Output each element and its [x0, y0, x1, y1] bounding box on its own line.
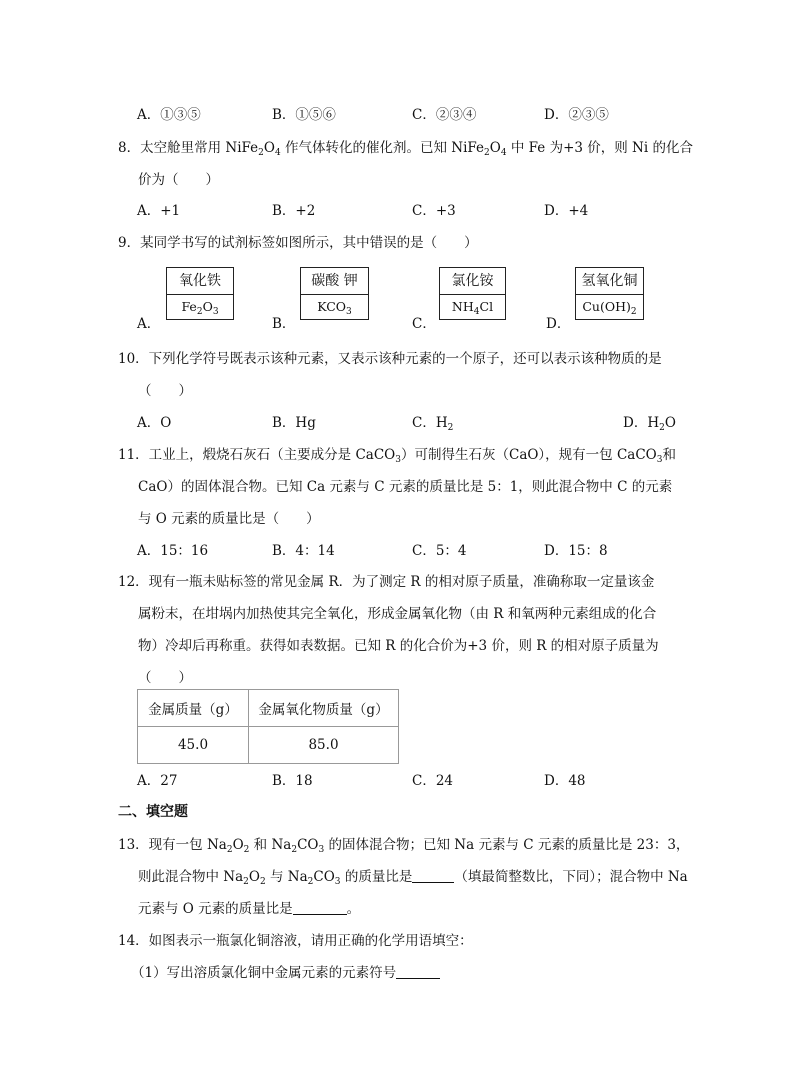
q10-stem-line2: （ ）	[138, 383, 192, 399]
q11-option-a: A．15：16	[137, 543, 209, 559]
reagent-label-name: 氢氧化铜	[576, 268, 643, 295]
q12-stem-line2: 属粉末，在坩埚内加热使其完全氧化，形成金属氧化物（由 R 和氧两种元素组成的化合	[138, 606, 657, 622]
reagent-label-formula: $Cu(OH)_2$	[582, 299, 637, 317]
table-cell: 85.0	[249, 727, 399, 764]
q10-option-d: D．$H_2O$	[623, 415, 676, 433]
q11-stem-line3: 与 O 元素的质量比是（ ）	[138, 511, 320, 527]
q10-option-a: A．O	[137, 415, 172, 431]
q12-option-d: D．48	[544, 773, 586, 789]
q9-letter-c: C．	[412, 316, 436, 332]
q9-letter-d: D．	[546, 316, 571, 332]
q11-option-d: D．15：8	[544, 543, 608, 559]
q10-option-c: C．$H_2$	[412, 415, 454, 433]
reagent-label-formula: $NH_4Cl$	[451, 299, 494, 317]
q10-stem: 10．下列化学符号既表示该种元素，又表示该种元素的一个原子，还可以表示该种物质的是	[118, 351, 662, 367]
q11-option-c: C．5：4	[412, 543, 467, 559]
q8-stem: 8．太空舱里常用 $NiFe_2O_4$ 作气体转化的催化剂。已知 $NiFe_2O_4$ 中 Fe 为+3 价，则 Ni 的化合	[118, 140, 693, 158]
q11-option-b: B．4：14	[272, 543, 335, 559]
reagent-label-b	[300, 267, 369, 320]
answer-blank[interactable]	[396, 964, 440, 979]
q13-stem-line3: 元素与 O 元素的质量比是 。	[138, 901, 361, 917]
table-row	[138, 727, 399, 764]
q13-stem-line2: 则此混合物中 $Na_2O_2$ 与 $Na_2CO_3$ 的质量比是 （填最简整数比，下同）；混合物中 Na	[138, 869, 688, 887]
table-cell: 45.0	[138, 727, 249, 764]
section-heading: 二、填空题	[118, 804, 188, 820]
q12-option-c: C．24	[412, 773, 454, 789]
q11-stem: 11．工业上，煅烧石灰石（主要成分是 CaCO$_3$）可制得生石灰（CaO），规有一包 CaCO$_3$和	[118, 447, 676, 465]
reagent-label-formula: $KCO_3$	[317, 299, 352, 317]
reagent-label-a	[166, 267, 234, 320]
table-header-row	[138, 690, 399, 727]
q7-option-c: C．②③④	[412, 107, 477, 123]
q12-stem-line3: 物）冷却后再称重。获得如表数据。已知 R 的化合价为+3 价，则 R 的相对原子质量为	[138, 638, 659, 654]
q8-option-d: D．+4	[544, 203, 589, 219]
q10-option-b: B．Hg	[272, 415, 316, 431]
q8-option-b: B．+2	[272, 203, 316, 219]
reagent-label-name: 碳酸 钾	[301, 268, 368, 295]
reagent-label-c	[439, 267, 506, 320]
table-header-cell: 金属氧化物质量（g）	[249, 690, 399, 727]
q12-option-b: B．18	[272, 773, 313, 789]
q12-option-a: A．27	[137, 773, 178, 789]
q8-option-c: C．+3	[412, 203, 456, 219]
answer-blank[interactable]	[293, 900, 347, 915]
q12-stem: 12．现有一瓶未贴标签的常见金属 R．为了测定 R 的相对原子质量，准确称取一定量该金	[118, 574, 655, 590]
table-header-cell: 金属质量（g）	[138, 690, 249, 727]
q9-letter-a: A．	[137, 316, 161, 332]
answer-blank[interactable]	[412, 868, 454, 883]
q8-option-a: A．+1	[137, 203, 181, 219]
q9-letter-b: B．	[272, 316, 296, 332]
reagent-label-formula: $Fe_2O_3$	[181, 299, 219, 317]
q7-option-d: D．②③⑤	[544, 107, 609, 123]
q11-stem-line2: CaO）的固体混合物。已知 Ca 元素与 C 元素的质量比是 5：1，则此混合物中 C 的元素	[138, 479, 673, 495]
q14-sub1: （1）写出溶质氯化铜中金属元素的元素符号	[131, 961, 440, 981]
q14-stem: 14．如图表示一瓶氯化铜溶液，请用正确的化学用语填空：	[118, 933, 473, 949]
reagent-label-name: 氧化铁	[167, 268, 233, 295]
q8-stem-line2: 价为（ ）	[138, 172, 219, 188]
q13-stem: 13．现有一包 $Na_2O_2$ 和 $Na_2CO_3$ 的固体混合物；已知 Na 元素与 C 元素的质量比是 23：3，	[118, 837, 690, 855]
q7-option-b: B．①⑤⑥	[272, 107, 336, 123]
reagent-label-d	[575, 267, 644, 320]
mass-data-table	[137, 689, 399, 764]
q7-option-a: A．①③⑤	[137, 107, 201, 123]
q9-stem: 9．某同学书写的试剂标签如图所示，其中错误的是（ ）	[118, 235, 478, 251]
reagent-label-name: 氯化铵	[440, 268, 505, 295]
q12-stem-line4: （ ）	[138, 670, 192, 686]
